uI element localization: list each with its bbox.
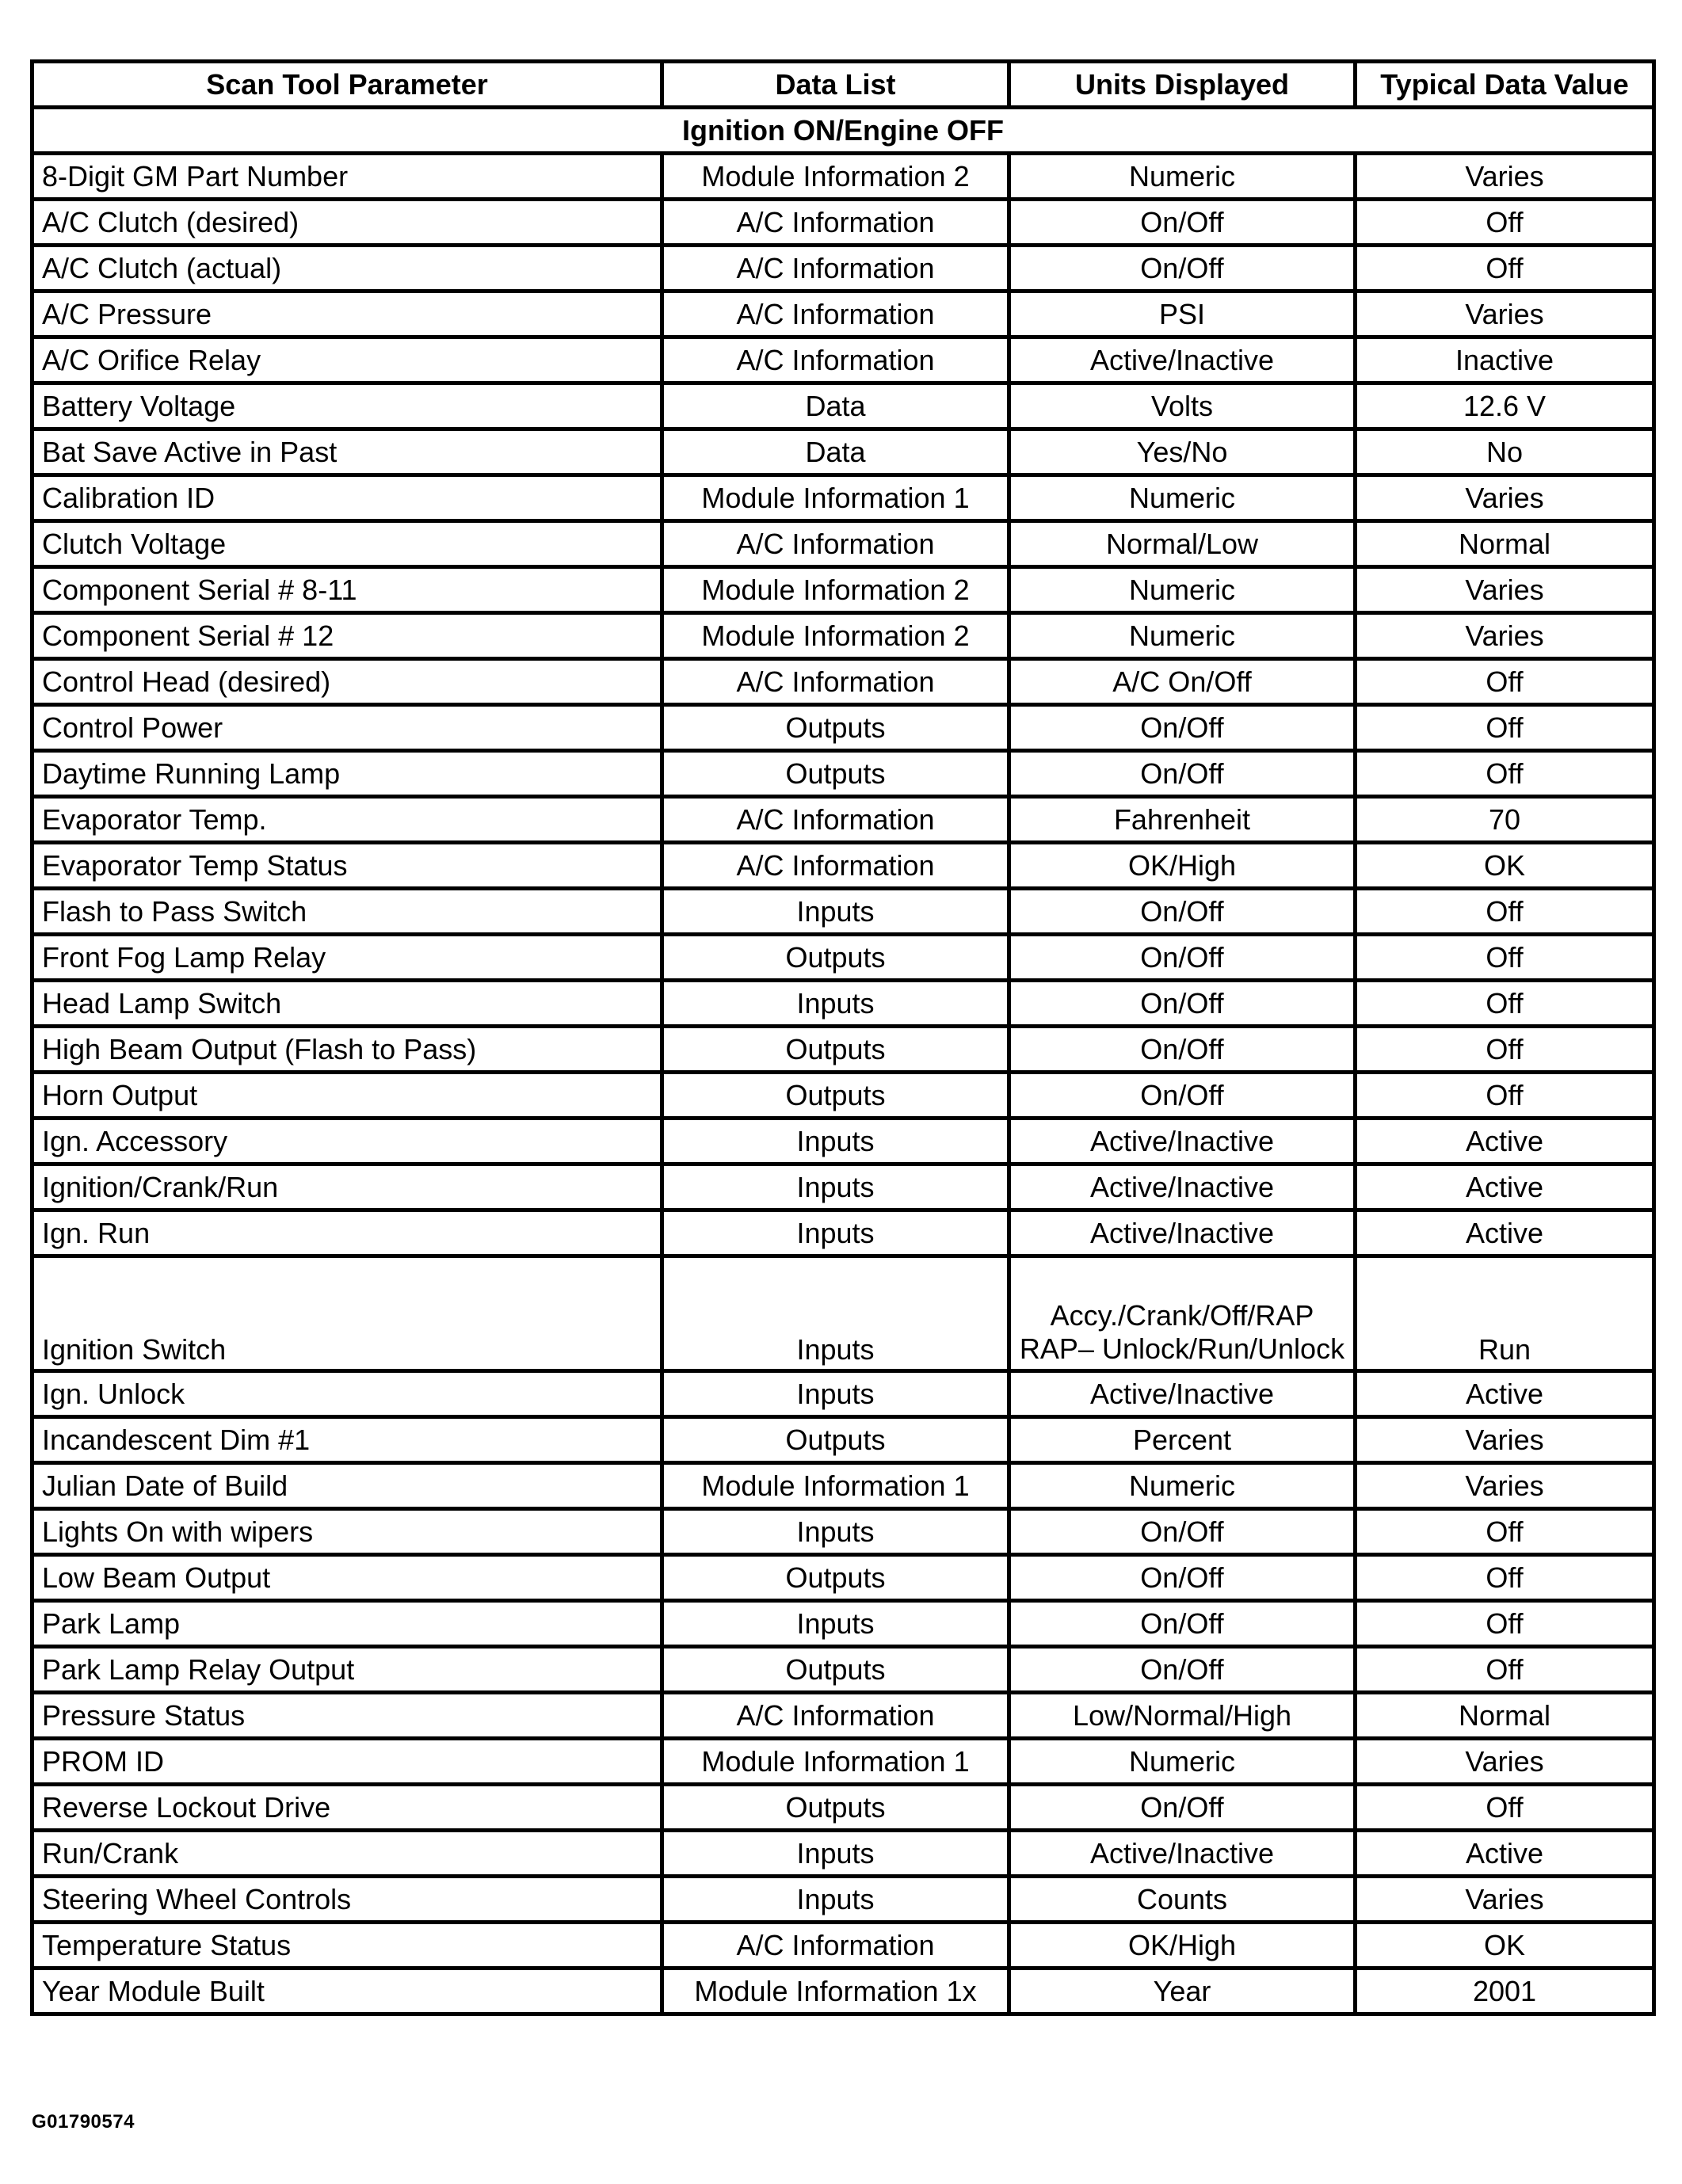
typical-value-cell: No: [1356, 429, 1654, 475]
data-list-cell: Data: [662, 383, 1009, 429]
typical-value-cell: Varies: [1356, 475, 1654, 521]
data-list-cell: A/C Information: [662, 521, 1009, 567]
table-body: [32, 108, 1654, 2014]
table-row: [32, 521, 1654, 567]
units-cell: On/Off: [1009, 1027, 1356, 1073]
table-row: [32, 1739, 1654, 1785]
parameter-cell: Julian Date of Build: [32, 1463, 662, 1509]
scan-tool-data-table: [30, 59, 1656, 2016]
typical-value-cell: Varies: [1356, 1417, 1654, 1463]
units-cell: Fahrenheit: [1009, 797, 1356, 843]
table-row: [32, 1417, 1654, 1463]
table-row: [32, 1647, 1654, 1693]
table-row: [32, 935, 1654, 981]
table-row: [32, 1027, 1654, 1073]
table-row: [32, 1831, 1654, 1877]
parameter-cell: Ignition Switch: [32, 1256, 662, 1371]
data-list-cell: Inputs: [662, 981, 1009, 1027]
units-cell: On/Off: [1009, 751, 1356, 797]
units-cell: On/Off: [1009, 1785, 1356, 1831]
table-row: [32, 981, 1654, 1027]
typical-value-cell: Off: [1356, 935, 1654, 981]
table-row: [32, 1693, 1654, 1739]
parameter-cell: Control Head (desired): [32, 659, 662, 705]
data-list-cell: Outputs: [662, 1785, 1009, 1831]
typical-value-cell: 70: [1356, 797, 1654, 843]
data-list-cell: Module Information 2: [662, 567, 1009, 613]
typical-value-cell: 2001: [1356, 1969, 1654, 2014]
header-units-displayed: Units Displayed: [1009, 62, 1356, 108]
units-cell: Active/Inactive: [1009, 1210, 1356, 1256]
parameter-cell: Ign. Unlock: [32, 1371, 662, 1417]
table-row: [32, 889, 1654, 935]
data-list-cell: A/C Information: [662, 337, 1009, 383]
units-cell: Counts: [1009, 1877, 1356, 1923]
units-cell: Numeric: [1009, 1463, 1356, 1509]
units-cell: On/Off: [1009, 1601, 1356, 1647]
parameter-cell: A/C Orifice Relay: [32, 337, 662, 383]
table-row: [32, 705, 1654, 751]
parameter-cell: Bat Save Active in Past: [32, 429, 662, 475]
units-cell: Active/Inactive: [1009, 1164, 1356, 1210]
typical-value-cell: Off: [1356, 889, 1654, 935]
units-cell: On/Off: [1009, 981, 1356, 1027]
units-cell: Yes/No: [1009, 429, 1356, 475]
typical-value-cell: Active: [1356, 1164, 1654, 1210]
units-cell: On/Off: [1009, 200, 1356, 246]
data-list-cell: Module Information 1: [662, 1739, 1009, 1785]
typical-value-cell: Off: [1356, 200, 1654, 246]
parameter-cell: Battery Voltage: [32, 383, 662, 429]
table-row: [32, 429, 1654, 475]
typical-value-cell: Inactive: [1356, 337, 1654, 383]
parameter-cell: Steering Wheel Controls: [32, 1877, 662, 1923]
parameter-cell: Lights On with wipers: [32, 1509, 662, 1555]
units-cell: Accy./Crank/Off/RAP RAP– Unlock/Run/Unlock: [1009, 1256, 1356, 1371]
table-row: [32, 154, 1654, 200]
data-list-cell: Module Information 1: [662, 1463, 1009, 1509]
typical-value-cell: Off: [1356, 1647, 1654, 1693]
data-list-cell: Inputs: [662, 1119, 1009, 1164]
table-row: [32, 200, 1654, 246]
table-row: [32, 843, 1654, 889]
typical-value-cell: Varies: [1356, 1739, 1654, 1785]
parameter-cell: 8-Digit GM Part Number: [32, 154, 662, 200]
data-list-cell: Module Information 1: [662, 475, 1009, 521]
table-row: [32, 1164, 1654, 1210]
parameter-cell: Control Power: [32, 705, 662, 751]
table-row: [32, 1119, 1654, 1164]
units-cell: OK/High: [1009, 843, 1356, 889]
typical-value-cell: Normal: [1356, 1693, 1654, 1739]
data-list-cell: Inputs: [662, 1831, 1009, 1877]
table-row: [32, 1463, 1654, 1509]
figure-id-label: G01790574: [32, 2111, 135, 2133]
data-list-cell: Inputs: [662, 1256, 1009, 1371]
parameter-cell: PROM ID: [32, 1739, 662, 1785]
parameter-cell: Run/Crank: [32, 1831, 662, 1877]
parameter-cell: Horn Output: [32, 1073, 662, 1119]
section-label: Ignition ON/Engine OFF: [32, 108, 1654, 154]
typical-value-cell: Varies: [1356, 567, 1654, 613]
typical-value-cell: Off: [1356, 981, 1654, 1027]
header-typical-data-value: Typical Data Value: [1356, 62, 1654, 108]
table-row: [32, 1923, 1654, 1969]
typical-value-cell: Run: [1356, 1256, 1654, 1371]
typical-value-cell: Off: [1356, 1073, 1654, 1119]
parameter-cell: A/C Clutch (actual): [32, 246, 662, 292]
typical-value-cell: OK: [1356, 843, 1654, 889]
typical-value-cell: Active: [1356, 1210, 1654, 1256]
parameter-cell: Ign. Run: [32, 1210, 662, 1256]
data-list-cell: Inputs: [662, 1509, 1009, 1555]
table-row: [32, 1785, 1654, 1831]
units-cell: On/Off: [1009, 1509, 1356, 1555]
typical-value-cell: Off: [1356, 1555, 1654, 1601]
parameter-cell: Park Lamp Relay Output: [32, 1647, 662, 1693]
units-cell: On/Off: [1009, 1647, 1356, 1693]
units-cell: Active/Inactive: [1009, 1831, 1356, 1877]
units-cell: Year: [1009, 1969, 1356, 2014]
data-list-cell: A/C Information: [662, 1693, 1009, 1739]
parameter-cell: Year Module Built: [32, 1969, 662, 2014]
units-cell: Normal/Low: [1009, 521, 1356, 567]
table-row: [32, 1601, 1654, 1647]
typical-value-cell: Off: [1356, 659, 1654, 705]
units-cell: Active/Inactive: [1009, 1371, 1356, 1417]
parameter-cell: Incandescent Dim #1: [32, 1417, 662, 1463]
data-list-cell: Inputs: [662, 1371, 1009, 1417]
typical-value-cell: Varies: [1356, 613, 1654, 659]
header-row: [32, 62, 1654, 108]
data-list-cell: Outputs: [662, 751, 1009, 797]
data-list-cell: Outputs: [662, 1417, 1009, 1463]
table-row: [32, 1877, 1654, 1923]
table-row: [32, 1073, 1654, 1119]
units-cell: On/Off: [1009, 1555, 1356, 1601]
parameter-cell: Head Lamp Switch: [32, 981, 662, 1027]
units-cell: Numeric: [1009, 613, 1356, 659]
parameter-cell: A/C Pressure: [32, 292, 662, 337]
data-list-cell: A/C Information: [662, 843, 1009, 889]
typical-value-cell: Off: [1356, 246, 1654, 292]
parameter-cell: Clutch Voltage: [32, 521, 662, 567]
parameter-cell: Reverse Lockout Drive: [32, 1785, 662, 1831]
data-list-cell: Outputs: [662, 1027, 1009, 1073]
table-row: [32, 751, 1654, 797]
units-cell: Volts: [1009, 383, 1356, 429]
table-row: [32, 567, 1654, 613]
parameter-cell: Evaporator Temp.: [32, 797, 662, 843]
typical-value-cell: Off: [1356, 1027, 1654, 1073]
typical-value-cell: Varies: [1356, 154, 1654, 200]
units-cell: On/Off: [1009, 705, 1356, 751]
table-row: [32, 1256, 1654, 1371]
units-cell: Numeric: [1009, 475, 1356, 521]
table-row: [32, 613, 1654, 659]
parameter-cell: Low Beam Output: [32, 1555, 662, 1601]
units-cell: OK/High: [1009, 1923, 1356, 1969]
data-list-cell: A/C Information: [662, 797, 1009, 843]
data-list-cell: Inputs: [662, 1210, 1009, 1256]
typical-value-cell: Off: [1356, 1509, 1654, 1555]
units-cell: A/C On/Off: [1009, 659, 1356, 705]
units-cell: Numeric: [1009, 1739, 1356, 1785]
header-scan-tool-parameter: Scan Tool Parameter: [32, 62, 662, 108]
typical-value-cell: Normal: [1356, 521, 1654, 567]
units-cell: On/Off: [1009, 935, 1356, 981]
data-list-cell: Module Information 2: [662, 154, 1009, 200]
table-row: [32, 475, 1654, 521]
data-list-cell: Outputs: [662, 705, 1009, 751]
units-cell: Low/Normal/High: [1009, 1693, 1356, 1739]
table-row: [32, 1969, 1654, 2014]
typical-value-cell: Varies: [1356, 292, 1654, 337]
parameter-cell: Component Serial # 12: [32, 613, 662, 659]
data-list-cell: Outputs: [662, 1073, 1009, 1119]
data-list-cell: A/C Information: [662, 200, 1009, 246]
table-row: [32, 383, 1654, 429]
typical-value-cell: Active: [1356, 1371, 1654, 1417]
table-row: [32, 246, 1654, 292]
units-cell: On/Off: [1009, 246, 1356, 292]
units-cell: Numeric: [1009, 567, 1356, 613]
data-list-cell: Inputs: [662, 1877, 1009, 1923]
data-list-cell: Inputs: [662, 1164, 1009, 1210]
typical-value-cell: Off: [1356, 1785, 1654, 1831]
typical-value-cell: 12.6 V: [1356, 383, 1654, 429]
typical-value-cell: Off: [1356, 751, 1654, 797]
units-cell: Numeric: [1009, 154, 1356, 200]
parameter-cell: Park Lamp: [32, 1601, 662, 1647]
units-cell: On/Off: [1009, 889, 1356, 935]
data-list-cell: Data: [662, 429, 1009, 475]
parameter-cell: Calibration ID: [32, 475, 662, 521]
parameter-cell: Evaporator Temp Status: [32, 843, 662, 889]
section-row: [32, 108, 1654, 154]
typical-value-cell: Active: [1356, 1831, 1654, 1877]
data-list-cell: A/C Information: [662, 246, 1009, 292]
parameter-cell: High Beam Output (Flash to Pass): [32, 1027, 662, 1073]
units-cell: Active/Inactive: [1009, 1119, 1356, 1164]
data-list-cell: A/C Information: [662, 1923, 1009, 1969]
header-data-list: Data List: [662, 62, 1009, 108]
scan-tool-data-sheet: [30, 59, 1652, 2016]
typical-value-cell: Off: [1356, 1601, 1654, 1647]
data-list-cell: Inputs: [662, 889, 1009, 935]
table-row: [32, 1509, 1654, 1555]
typical-value-cell: Active: [1356, 1119, 1654, 1164]
table-row: [32, 1371, 1654, 1417]
data-list-cell: Outputs: [662, 935, 1009, 981]
parameter-cell: Ign. Accessory: [32, 1119, 662, 1164]
table-row: [32, 1555, 1654, 1601]
data-list-cell: Module Information 1x: [662, 1969, 1009, 2014]
units-cell: PSI: [1009, 292, 1356, 337]
units-cell: Active/Inactive: [1009, 337, 1356, 383]
parameter-cell: Front Fog Lamp Relay: [32, 935, 662, 981]
data-list-cell: Module Information 2: [662, 613, 1009, 659]
parameter-cell: Temperature Status: [32, 1923, 662, 1969]
parameter-cell: A/C Clutch (desired): [32, 200, 662, 246]
parameter-cell: Ignition/Crank/Run: [32, 1164, 662, 1210]
parameter-cell: Pressure Status: [32, 1693, 662, 1739]
parameter-cell: Daytime Running Lamp: [32, 751, 662, 797]
data-list-cell: Outputs: [662, 1647, 1009, 1693]
data-list-cell: A/C Information: [662, 659, 1009, 705]
units-cell: On/Off: [1009, 1073, 1356, 1119]
table-row: [32, 292, 1654, 337]
parameter-cell: Flash to Pass Switch: [32, 889, 662, 935]
typical-value-cell: Off: [1356, 705, 1654, 751]
typical-value-cell: Varies: [1356, 1463, 1654, 1509]
typical-value-cell: Varies: [1356, 1877, 1654, 1923]
data-list-cell: Outputs: [662, 1555, 1009, 1601]
units-cell: Percent: [1009, 1417, 1356, 1463]
data-list-cell: A/C Information: [662, 292, 1009, 337]
table-row: [32, 797, 1654, 843]
typical-value-cell: OK: [1356, 1923, 1654, 1969]
data-list-cell: Inputs: [662, 1601, 1009, 1647]
table-row: [32, 1210, 1654, 1256]
table-row: [32, 337, 1654, 383]
table-row: [32, 659, 1654, 705]
parameter-cell: Component Serial # 8-11: [32, 567, 662, 613]
